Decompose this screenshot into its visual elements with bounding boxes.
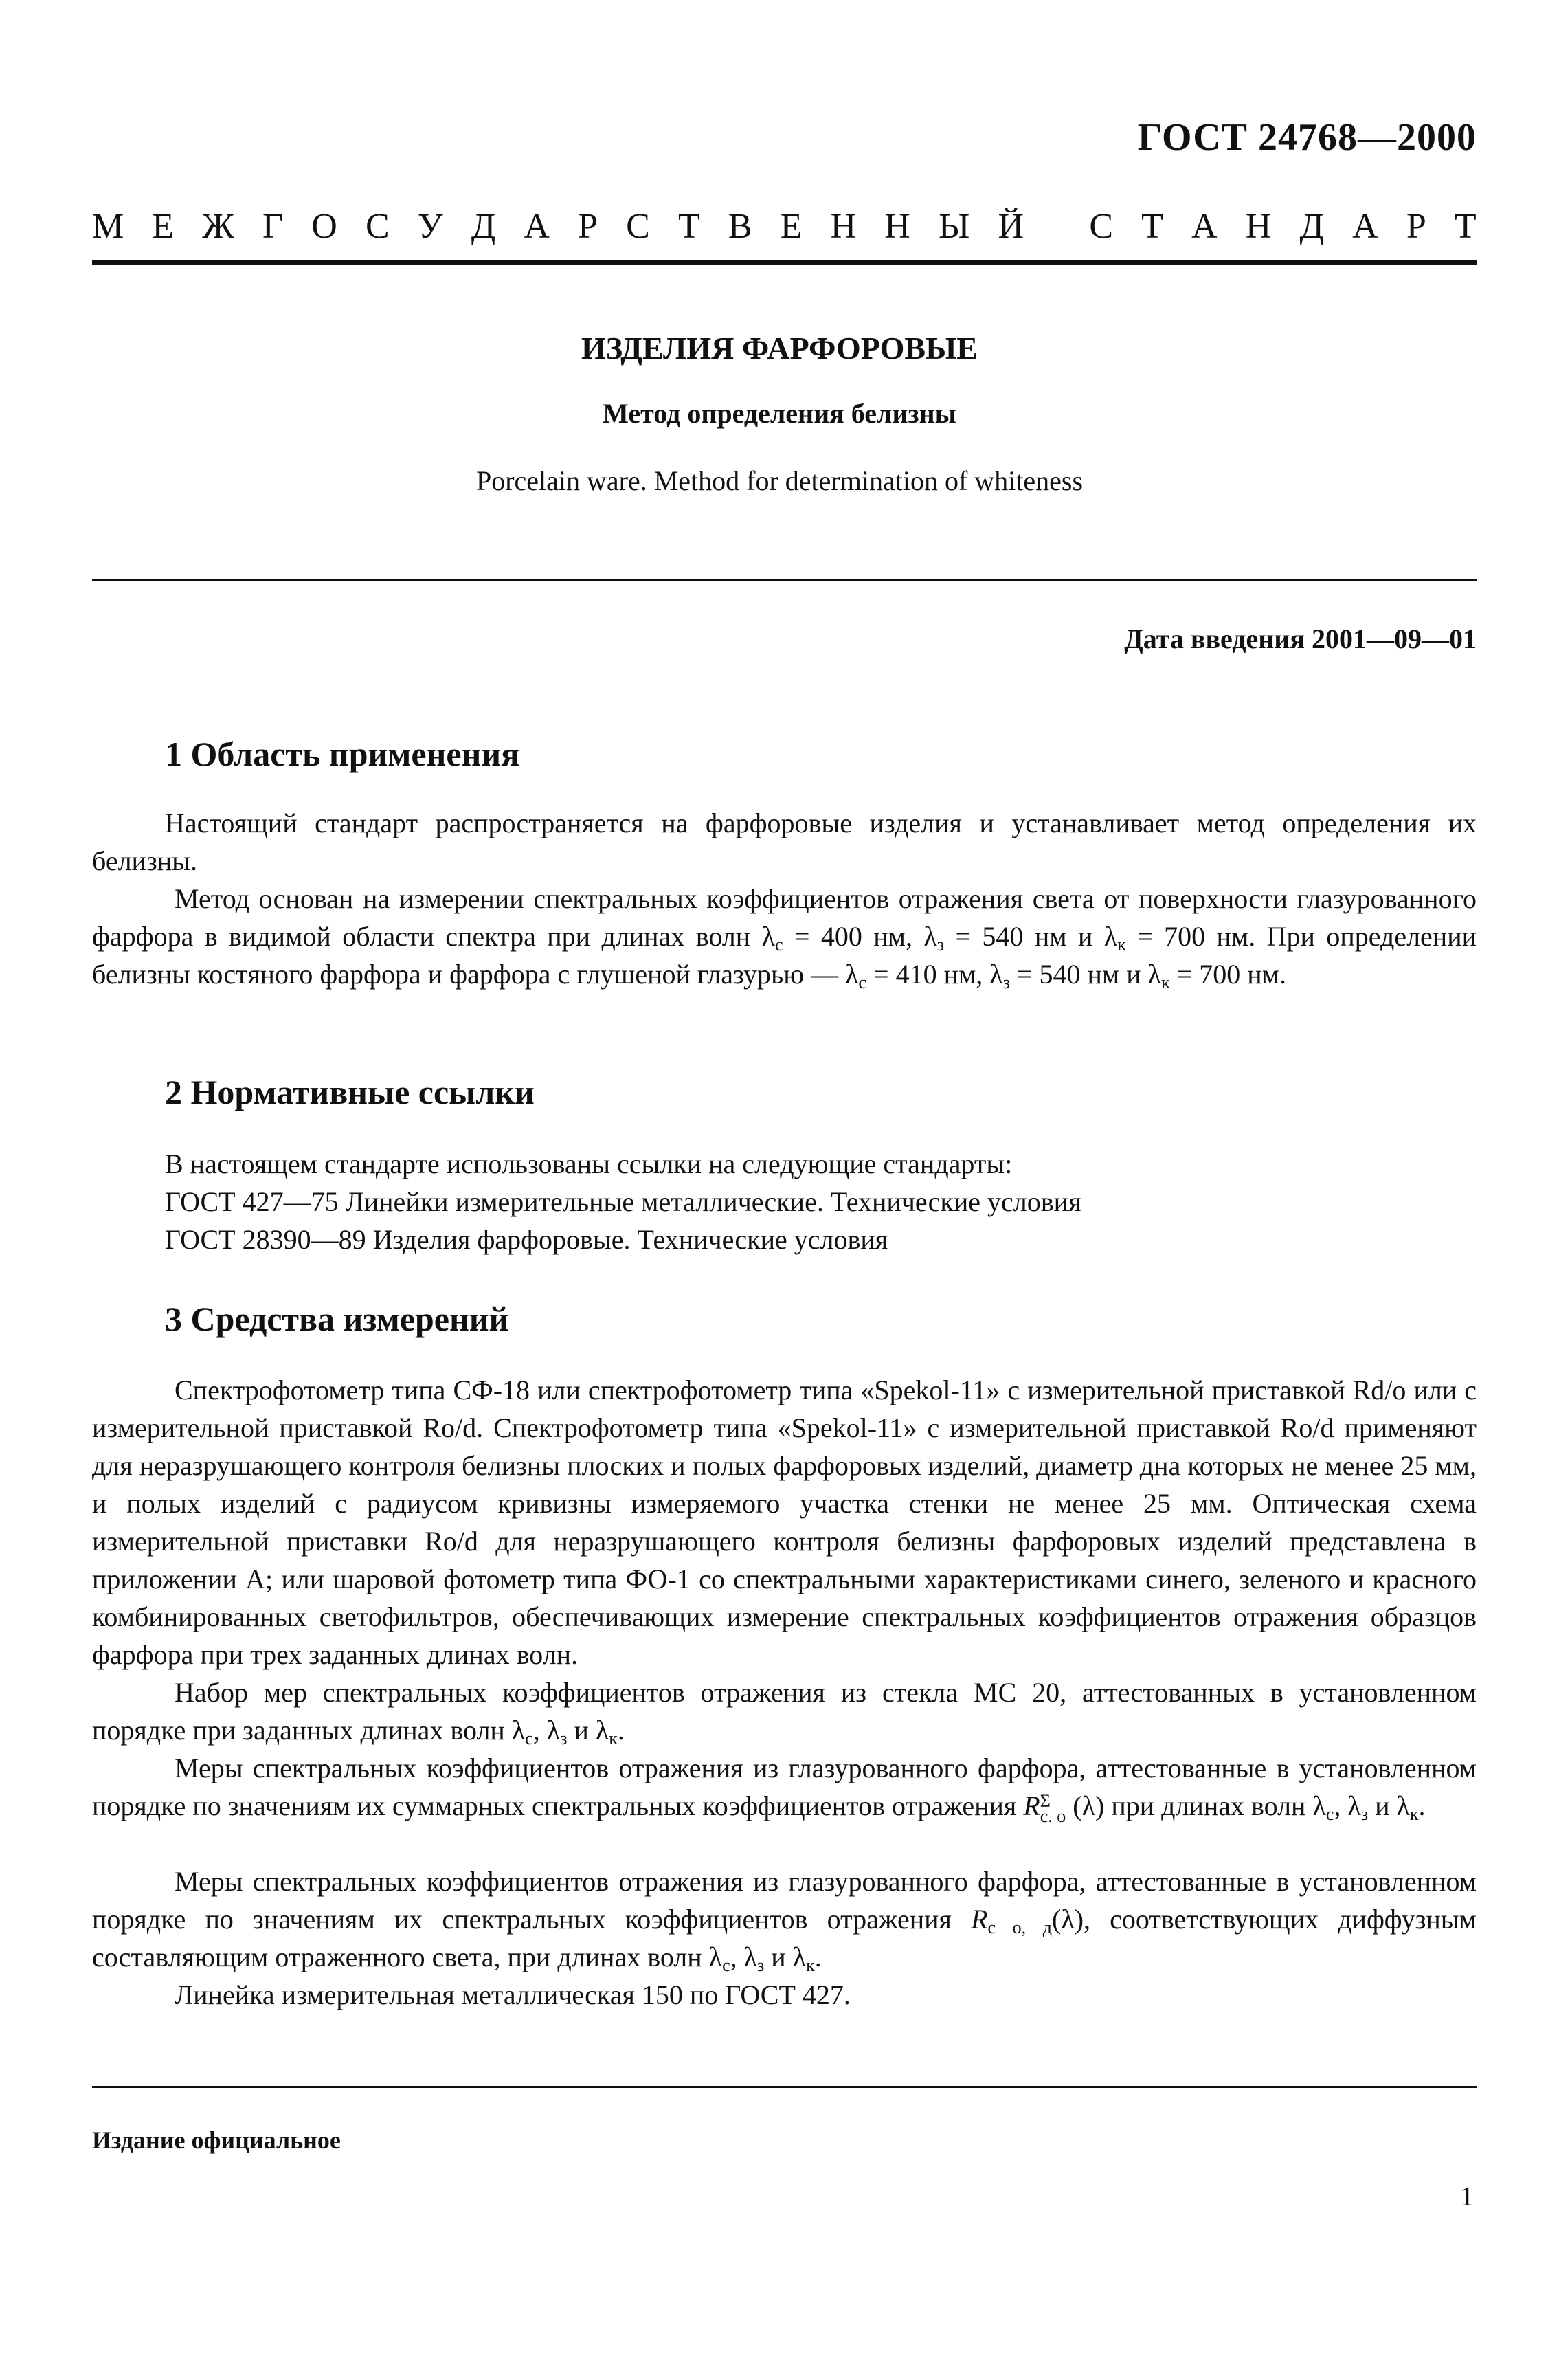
letter: Ж [202, 207, 234, 246]
footer-rule [92, 2086, 1477, 2088]
letter: С [626, 207, 650, 246]
letter: О [311, 207, 337, 246]
section-heading-measuring-instruments: 3 Средства измерений [165, 1300, 509, 1338]
letter: Т [677, 207, 700, 246]
letter: Г [262, 207, 284, 246]
letter: А [1352, 207, 1378, 246]
letter: А [524, 207, 550, 246]
interstate-standard-label [92, 206, 1477, 247]
letter: Ы [939, 207, 970, 246]
title-divider [92, 579, 1477, 581]
letter: Т [1454, 207, 1477, 246]
letter: Н [1245, 207, 1272, 246]
word-gap [1052, 206, 1061, 247]
paragraph: Набор мер спектральных коэффициентов отражения из стекла МС 20, аттестованных в установленном порядке при заданных длинах волн $\lambda_с$, $\lambda_з$ и $\lambda_к$. [92, 1677, 1477, 1748]
reference-item: ГОСТ 28390—89 Изделия фарфоровые. Технические условия [165, 1224, 888, 1255]
document-subtitle: Метод определения белизны [603, 398, 956, 429]
reference-item: ГОСТ 427—75 Линейки измерительные металлические. Технические условия [165, 1186, 1081, 1217]
letter: С [1089, 207, 1114, 246]
paragraph: Метод основан на измерении спектральных коэффициентов отражения света от поверхности глазурованного фарфора в видимой области спектра при длинах волн $\lambda_с = 400$ нм, $\lambda_з = 540$ нм и $\lambda_к = 700$ нм. При определении белизны костяного фарфора и фарфора с глушеной глазурью — $\lambda_с = 410$ нм, $\lambda_з = 540$ нм и $\lambda_к = 700$ нм. [92, 883, 1477, 992]
letter: А [1191, 207, 1218, 246]
page-number: 1 [1460, 2181, 1474, 2212]
official-edition-label: Издание официальное [92, 2126, 341, 2154]
letter: Д [471, 207, 496, 246]
letter: Н [830, 207, 857, 246]
letter: В [728, 207, 752, 246]
paragraph: Меры спектральных коэффициентов отражения из глазурованного фарфора, аттестованные в установленном порядке по значениям их спектральных коэффициентов отражения $R_{с о, д}(\lambda)$, соответствующих диффузным составляющим отраженного света, при длинах волн $\lambda_с$, $\lambda_з$ и $\lambda_к$. [92, 1866, 1477, 1975]
letter: Е [152, 207, 175, 246]
gost-number: ГОСТ 24768—2000 [1137, 116, 1477, 159]
letter: Й [998, 207, 1024, 246]
letter: М [92, 207, 124, 246]
paragraph: Меры спектральных коэффициентов отражения из глазурованного фарфора, аттестованные в установленном порядке по значениям их суммарных спектральных коэффициентов отражения R Σ с. о (λ) при длинах волн $\lambda_с$, $\lambda_з$ и $\lambda_к$. [92, 1753, 1477, 1826]
letter: Т [1141, 207, 1163, 246]
letter: Р [578, 207, 598, 246]
paragraph: Линейка измерительная металлическая 150 по ГОСТ 427. [175, 1979, 851, 2010]
document-english-title: Porcelain ware. Method for determination of whiteness [475, 465, 1084, 496]
paragraph: Настоящий стандарт распространяется на фарфоровые изделия и устанавливает метод определения их белизны. [92, 808, 1477, 876]
letter: Р [1406, 207, 1426, 246]
letter: С [365, 207, 390, 246]
section-heading-normative-references: 2 Нормативные ссылки [165, 1073, 535, 1111]
section-heading-scope: 1 Область применения [165, 735, 520, 773]
letter: Д [1299, 207, 1324, 246]
introduction-date: Дата введения 2001—09—01 [1124, 623, 1477, 654]
letter: Н [884, 207, 910, 246]
letter: У [417, 207, 443, 246]
letter: Е [780, 207, 803, 246]
paragraph: В настоящем стандарте использованы ссылки на следующие стандарты: [165, 1148, 1013, 1179]
paragraph: Спектрофотометр типа СФ-18 или спектрофотометр типа «Spekol-11» с измерительной приставкой Rd/o или с измерительной приставкой Ro/d. Спектрофотометр типа «Spekol-11» с измерительной приставкой Ro/d применяют для неразрушающего контроля белизны плоских и полых фарфоровых изделий, диаметр дна которых не менее 25 мм, и полых изделий с радиусом кривизны измеряемого участка стенки не менее 25 мм. Оптическая схема измерительной приставки Ro/d для неразрушающего контроля белизны фарфоровых изделий представлена в приложении А; или шаровой фотометр типа ФО-1 со спектральными характеристиками синего, зеленого и красного комбинированных светофильтров, обеспечивающих измерение спектральных коэффициентов отражения образцов фарфора при трех заданных длинах волн. [92, 1375, 1477, 1670]
header-rule [92, 260, 1477, 265]
document-title: ИЗДЕЛИЯ ФАРФОРОВЫЕ [581, 331, 978, 366]
